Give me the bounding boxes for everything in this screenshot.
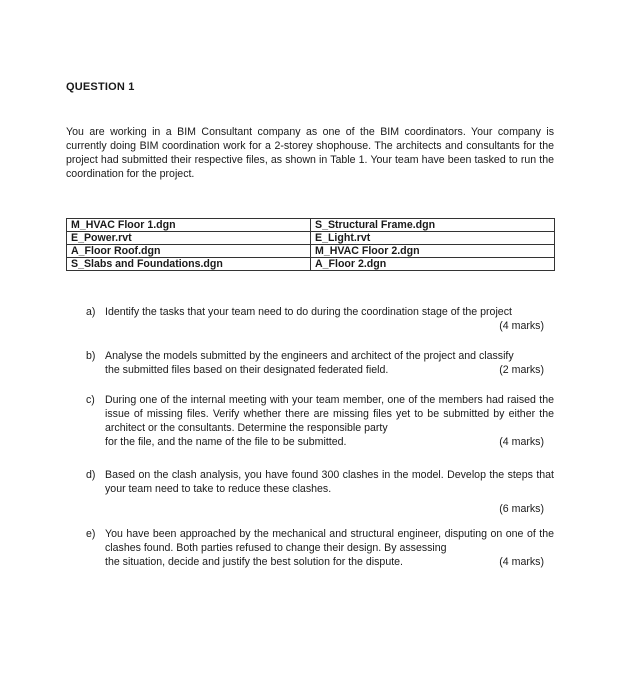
sub-question-c — [86, 393, 554, 449]
sub-question-text: During one of the internal meeting with your team member, one of the members had raised the issue of missing files. Verify whether there are missing files yet to be submitted by either the architect or the consultants. Determine the responsible party — [105, 394, 554, 434]
sub-question-letter: e) — [86, 528, 96, 540]
sub-question-last-line: the situation, decide and justify the best solution for the dispute. — [105, 556, 403, 568]
sub-question-b — [86, 349, 554, 377]
table-cell: S_Slabs and Foundations.dgn — [67, 258, 311, 271]
marks-label: (4 marks) — [499, 320, 544, 332]
sub-question-d — [86, 468, 554, 516]
sub-question-text: Based on the clash analysis, you have found 300 clashes in the model. Develop the steps that your team need to take to reduce these clashes. — [105, 469, 554, 495]
marks-label: (4 marks) — [499, 556, 544, 568]
table-cell: M_HVAC Floor 1.dgn — [67, 219, 311, 232]
table-cell: E_Light.rvt — [311, 232, 555, 245]
question-heading: QUESTION 1 — [66, 81, 135, 93]
sub-question-letter: a) — [86, 306, 96, 318]
sub-question-a — [86, 305, 554, 333]
marks-label: (2 marks) — [499, 364, 544, 376]
sub-question-letter: b) — [86, 350, 96, 362]
marks-label: (4 marks) — [499, 436, 544, 448]
sub-question-text: You have been approached by the mechanical and structural engineer, disputing on one of the clashes found. Both parties refused to change their design. By assessing — [105, 528, 554, 554]
table-cell: E_Power.rvt — [67, 232, 311, 245]
table-cell: A_Floor 2.dgn — [311, 258, 555, 271]
marks-label: (6 marks) — [499, 503, 544, 515]
sub-question-letter: c) — [86, 394, 95, 406]
sub-question-text: Analyse the models submitted by the engineers and architect of the project and classify — [105, 350, 514, 362]
question-intro: You are working in a BIM Consultant company as one of the BIM coordinators. Your company is currently doing BIM coordination work for a 2-storey shophouse. The architects and consultants for the project had submitted their respective files, as shown in Table 1. Your team have been tasked to run the coordination for the project. — [66, 126, 554, 180]
table-cell: M_HVAC Floor 2.dgn — [311, 245, 555, 258]
submitted-files-table — [66, 218, 555, 271]
sub-question-e — [86, 527, 554, 569]
table-cell: A_Floor Roof.dgn — [67, 245, 311, 258]
table-row — [67, 245, 555, 258]
table-cell: S_Structural Frame.dgn — [311, 219, 555, 232]
table-row — [67, 258, 555, 271]
table-row — [67, 219, 555, 232]
sub-question-text: Identify the tasks that your team need to do during the coordination stage of the project — [105, 306, 512, 318]
sub-question-last-line: for the file, and the name of the file to be submitted. — [105, 436, 347, 448]
table-row — [67, 232, 555, 245]
sub-question-last-line: the submitted files based on their designated federated field. — [105, 364, 389, 376]
sub-question-letter: d) — [86, 469, 96, 481]
